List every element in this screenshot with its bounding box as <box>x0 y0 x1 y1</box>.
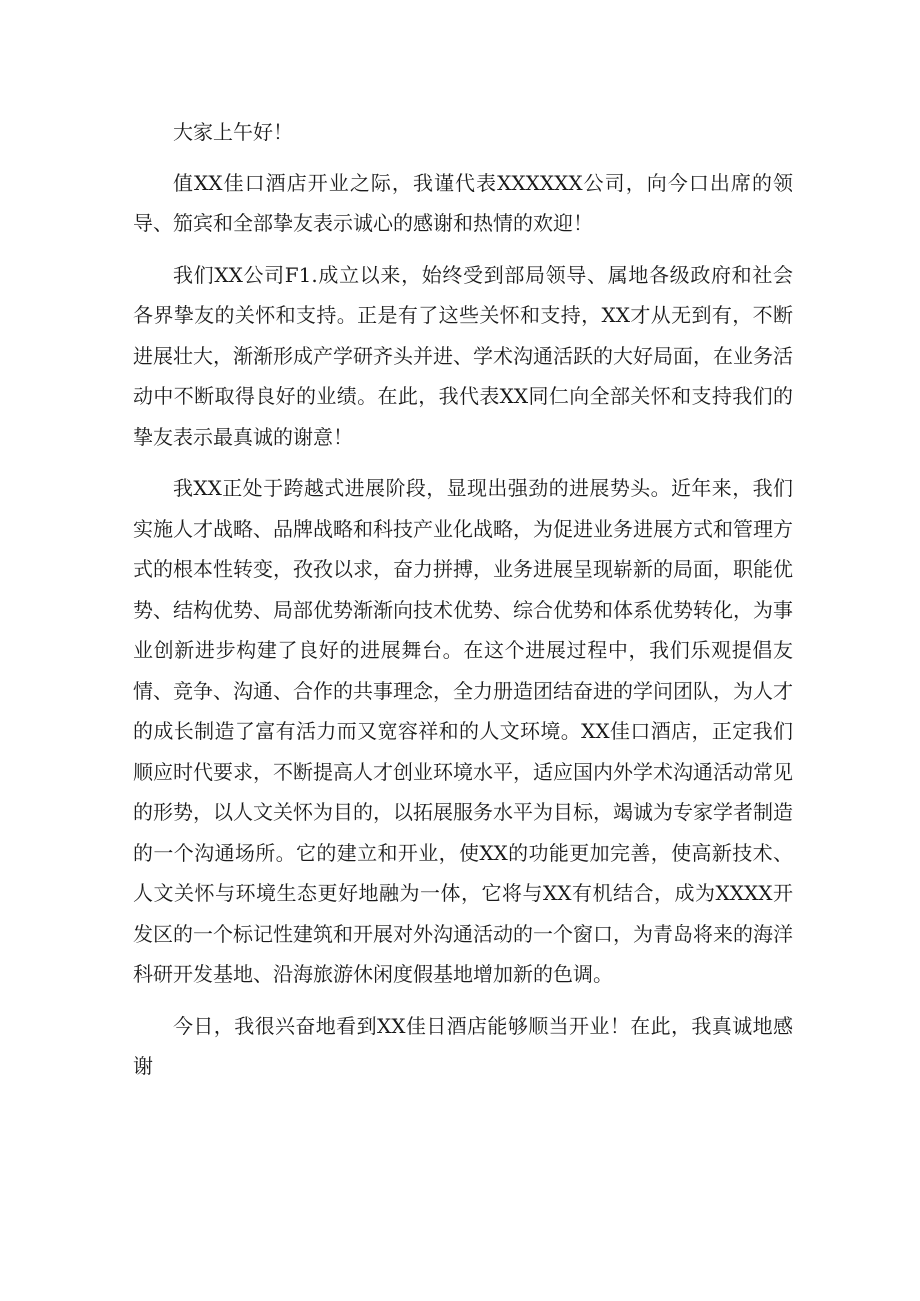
greeting-paragraph: 大家上午好！ <box>173 120 293 144</box>
paragraph-development: 我XX正处于跨越式进展阶段，显现出强劲的进展势头。近年来，我们实施人才战略、品牌战略和科技产业化战略，为促进业务进展方式和管理方式的根本性转变，孜孜以求，奋力拼搏，业务进展呈现崭新的局面，职能优势、结构优势、局部优势渐渐向技术优势、综合优势和体系优势转化，为事业创新进步构建了良好的进展舞台。在这个进展过程中，我们乐观提倡友情、竞争、沟通、合作的共事理念，全力册造团结奋进的学问团队，为人才的成长制造了富有活力而又宽容祥和的人文环境。XX佳口酒店，正定我们顺应时代要求，不断提高人才创业环境水平，适应国内外学术沟通活动常见的形势，以人文关怀为目的，以拓展服务水平为目标，竭诚为专家学者制造的一个沟通场所。它的建立和开业，使XX的功能更加完善，使高新技术、人文关怀与环境生态更好地融为一体，它将与XX有机结合，成为XXXX开发区的一个标记性建筑和开展对外沟通活动的一个窗口，为青岛将来的海洋科研开发基地、沿海旅游休闲度假基地增加新的色调。 <box>133 476 793 986</box>
paragraph-opening: 今日，我很兴奋地看到XX佳日酒店能够顺当开业！在此，我真诚地感谢 <box>133 1013 793 1078</box>
paragraph-history: 我们XX公司F1.成立以来，始终受到部局领导、属地各级政府和社会各界挚友的关怀和支持。正是有了这些关怀和支持，XX才从无到有，不断进展壮大，渐渐形成产学研齐头并进、学术沟通活跃的大好局面，在业务活动中不断取得良好的业绩。在此，我代表XX同仁向全部关怀和支持我们的挚友表示最真诚的谢意！ <box>133 262 793 449</box>
speech-text <box>133 112 793 1098</box>
paragraph-welcome: 值XX佳口酒店开业之际，我谨代表XXXXXX公司，向今口出席的领导、笳宾和全部挚友表示诚心的感谢和热情的欢迎！ <box>133 170 793 235</box>
